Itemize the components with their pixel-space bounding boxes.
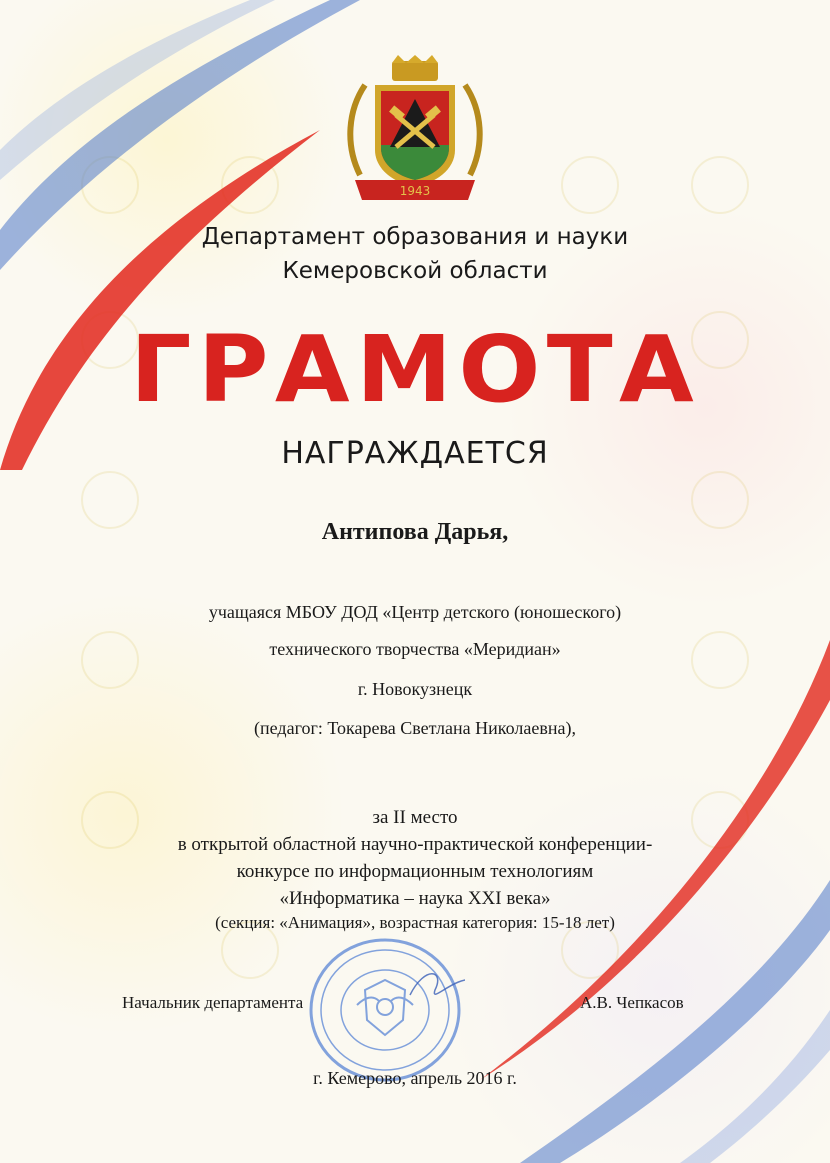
achievement-line-3: «Информатика – наука XXI века» — [279, 888, 551, 909]
achievement-line-2: конкурсе по информационным технологиям — [236, 861, 594, 882]
round-seal-stamp-icon — [305, 935, 465, 1085]
awarded-label: НАГРАЖДАЕТСЯ — [281, 436, 549, 471]
achievement-place: за II место — [372, 807, 458, 828]
recipient-name: Антипова Дарья, — [321, 519, 509, 545]
recipient-city: г. Новокузнецк — [357, 679, 473, 699]
emblem-ribbon-year: 1943 — [399, 184, 431, 198]
certificate-title: ГРАМОТА — [129, 316, 701, 423]
achievement-section: (секция: «Анимация», возрастная категория: 15-18 лет) — [215, 913, 615, 932]
recipient-school-line-2: технического творчества «Меридиан» — [269, 639, 561, 659]
place-and-date: г. Кемерово, апрель 2016 г. — [313, 1068, 517, 1088]
department-line-2: Кемеровской области — [282, 258, 548, 284]
recipient-teacher: (педагог: Токарева Светлана Николаевна), — [254, 718, 576, 738]
department-line-1: Департамент образования и науки — [201, 224, 629, 250]
achievement-line-1: в открытой областной научно-практической конференции- — [177, 834, 653, 855]
signature-position: Начальник департамента — [122, 993, 304, 1012]
signature-name: А.В. Чепкасов — [580, 993, 684, 1012]
recipient-school-line-1: учащаяся МБОУ ДОД «Центр детского (юношеского) — [208, 602, 622, 622]
kemerovo-coat-of-arms-icon — [340, 55, 490, 205]
